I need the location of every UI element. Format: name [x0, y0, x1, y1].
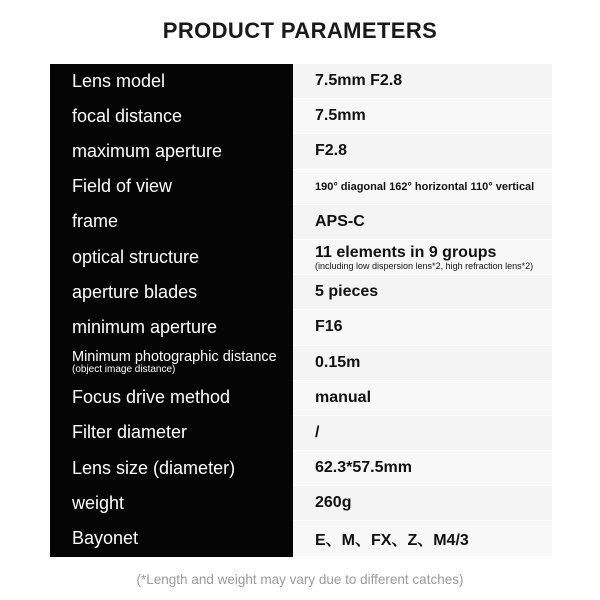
row-label-sub: (object image distance)	[72, 364, 176, 376]
table-row	[50, 346, 552, 381]
table-row	[50, 240, 552, 275]
row-label: Bayonet	[50, 521, 293, 556]
row-label: frame	[50, 205, 293, 240]
table-row	[50, 64, 552, 99]
table-row	[50, 451, 552, 486]
row-value: manual	[293, 381, 552, 416]
table-row	[50, 205, 552, 240]
row-value: 5 pieces	[293, 275, 552, 310]
row-label: Filter diameter	[50, 416, 293, 451]
row-label: minimum aperture	[50, 310, 293, 345]
row-value: 190° diagonal 162° horizontal 110° vertical	[293, 170, 552, 205]
row-value: 62.3*57.5mm	[293, 451, 552, 486]
row-label: maximum aperture	[50, 134, 293, 169]
row-label: Field of view	[50, 170, 293, 205]
row-value: 7.5mm	[293, 99, 552, 134]
row-label	[50, 346, 293, 381]
table-row	[50, 521, 552, 556]
row-value: F2.8	[293, 134, 552, 169]
table-row	[50, 486, 552, 521]
table-row	[50, 99, 552, 134]
table-row	[50, 134, 552, 169]
row-label: Focus drive method	[50, 381, 293, 416]
page-title: PRODUCT PARAMETERS	[162, 18, 438, 43]
row-label: Lens model	[50, 64, 293, 99]
table-row	[50, 310, 552, 345]
table-row	[50, 170, 552, 205]
row-value: F16	[293, 310, 552, 345]
table-row	[50, 381, 552, 416]
row-value: 7.5mm F2.8	[293, 64, 552, 99]
parameters-table	[50, 64, 552, 557]
row-value-main: 11 elements in 9 groups	[315, 243, 497, 261]
row-label: optical structure	[50, 240, 293, 275]
table-row	[50, 416, 552, 451]
row-label: Lens size (diameter)	[50, 451, 293, 486]
table-row	[50, 275, 552, 310]
row-value: /	[293, 416, 552, 451]
row-value: 0.15m	[293, 346, 552, 381]
row-value-sub: (including low dispersion lens*2, high refraction lens*2)	[315, 260, 534, 271]
footnote: (*Length and weight may vary due to different catches)	[136, 572, 464, 587]
row-label: aperture blades	[50, 275, 293, 310]
row-value: APS-C	[293, 205, 552, 240]
row-label: weight	[50, 486, 293, 521]
row-label-main: Minimum photographic distance	[72, 349, 277, 366]
row-value: 260g	[293, 486, 552, 521]
row-value: E、M、FX、Z、M4/3	[293, 521, 552, 556]
row-label: focal distance	[50, 99, 293, 134]
row-value	[293, 240, 552, 275]
